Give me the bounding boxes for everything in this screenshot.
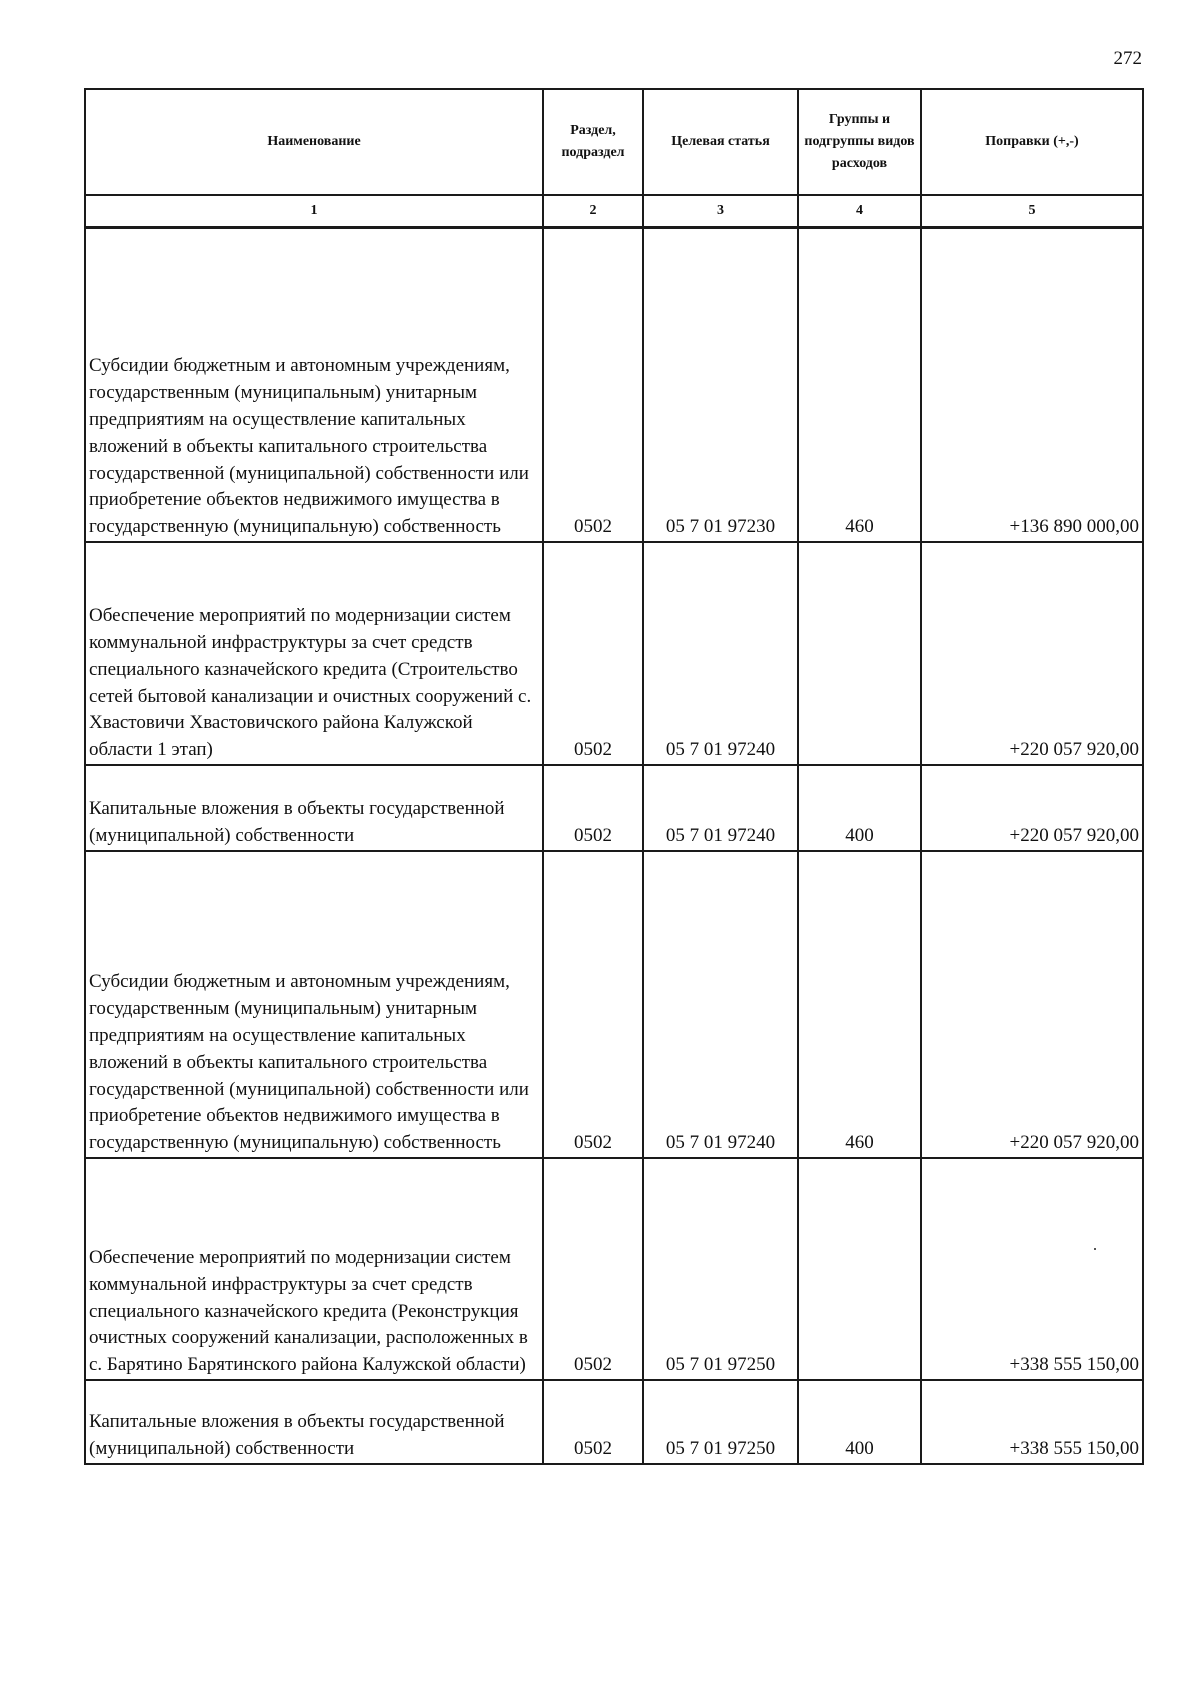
row-name: Капитальные вложения в объекты государственной (муниципальной) собственности bbox=[85, 1380, 543, 1464]
page-number: 272 bbox=[1113, 48, 1142, 69]
row-amendment: +136 890 000,00 bbox=[921, 228, 1143, 543]
scan-speck bbox=[1094, 1248, 1096, 1250]
table-row bbox=[85, 851, 1143, 1158]
row-section: 0502 bbox=[543, 1158, 643, 1380]
row-name: Капитальные вложения в объекты государственной (муниципальной) собственности bbox=[85, 765, 543, 851]
table-row bbox=[85, 228, 1143, 543]
row-section: 0502 bbox=[543, 542, 643, 765]
column-number: 2 bbox=[543, 195, 643, 228]
row-section: 0502 bbox=[543, 851, 643, 1158]
row-section: 0502 bbox=[543, 228, 643, 543]
header-target-article: Целевая статья bbox=[643, 89, 798, 195]
row-target-article: 05 7 01 97240 bbox=[643, 765, 798, 851]
row-expense-group: 460 bbox=[798, 228, 921, 543]
header-name: Наименование bbox=[85, 89, 543, 195]
column-number-row bbox=[85, 195, 1143, 228]
row-amendment: +220 057 920,00 bbox=[921, 851, 1143, 1158]
row-name: Обеспечение мероприятий по модернизации систем коммунальной инфраструктуры за счет средств специального казначейского кредита (Реконструкция очистных сооружений канализации, расположенных в с. Барятино Барятинского района Калужской области) bbox=[85, 1158, 543, 1380]
row-expense-group bbox=[798, 1158, 921, 1380]
row-amendment: +220 057 920,00 bbox=[921, 542, 1143, 765]
row-amendment: +338 555 150,00 bbox=[921, 1158, 1143, 1380]
row-section: 0502 bbox=[543, 765, 643, 851]
row-expense-group: 400 bbox=[798, 1380, 921, 1464]
row-target-article: 05 7 01 97250 bbox=[643, 1380, 798, 1464]
table-row bbox=[85, 765, 1143, 851]
row-amendment: +338 555 150,00 bbox=[921, 1380, 1143, 1464]
row-expense-group: 460 bbox=[798, 851, 921, 1158]
row-target-article: 05 7 01 97250 bbox=[643, 1158, 798, 1380]
row-name: Субсидии бюджетным и автономным учреждениям, государственным (муниципальным) унитарным предприятиям на осуществление капитальных вложений в объекты капитального строительства государственной (муниципальной) собственности или приобретение объектов недвижимого имущества в государственную (муниципальную) собственность bbox=[85, 851, 543, 1158]
row-section: 0502 bbox=[543, 1380, 643, 1464]
row-target-article: 05 7 01 97240 bbox=[643, 542, 798, 765]
column-number: 3 bbox=[643, 195, 798, 228]
row-target-article: 05 7 01 97240 bbox=[643, 851, 798, 1158]
row-expense-group: 400 bbox=[798, 765, 921, 851]
table-row bbox=[85, 1380, 1143, 1464]
table-row bbox=[85, 542, 1143, 765]
column-number: 5 bbox=[921, 195, 1143, 228]
header-section: Раздел, подраздел bbox=[543, 89, 643, 195]
row-amendment: +220 057 920,00 bbox=[921, 765, 1143, 851]
header-row bbox=[85, 89, 1143, 195]
row-name: Субсидии бюджетным и автономным учреждениям, государственным (муниципальным) унитарным предприятиям на осуществление капитальных вложений в объекты капитального строительства государственной (муниципальной) собственности или приобретение объектов недвижимого имущества в государственную (муниципальную) собственность bbox=[85, 228, 543, 543]
header-amendment: Поправки (+,-) bbox=[921, 89, 1143, 195]
header-expense-group: Группы и подгруппы видов расходов bbox=[798, 89, 921, 195]
table-row bbox=[85, 1158, 1143, 1380]
column-number: 1 bbox=[85, 195, 543, 228]
column-number: 4 bbox=[798, 195, 921, 228]
row-target-article: 05 7 01 97230 bbox=[643, 228, 798, 543]
row-name: Обеспечение мероприятий по модернизации систем коммунальной инфраструктуры за счет средств специального казначейского кредита (Строительство сетей бытовой канализации и очистных сооружений с. Хвастовичи Хвастовичского района Калужской области 1 этап) bbox=[85, 542, 543, 765]
row-expense-group bbox=[798, 542, 921, 765]
budget-amendments-table bbox=[84, 88, 1144, 1465]
